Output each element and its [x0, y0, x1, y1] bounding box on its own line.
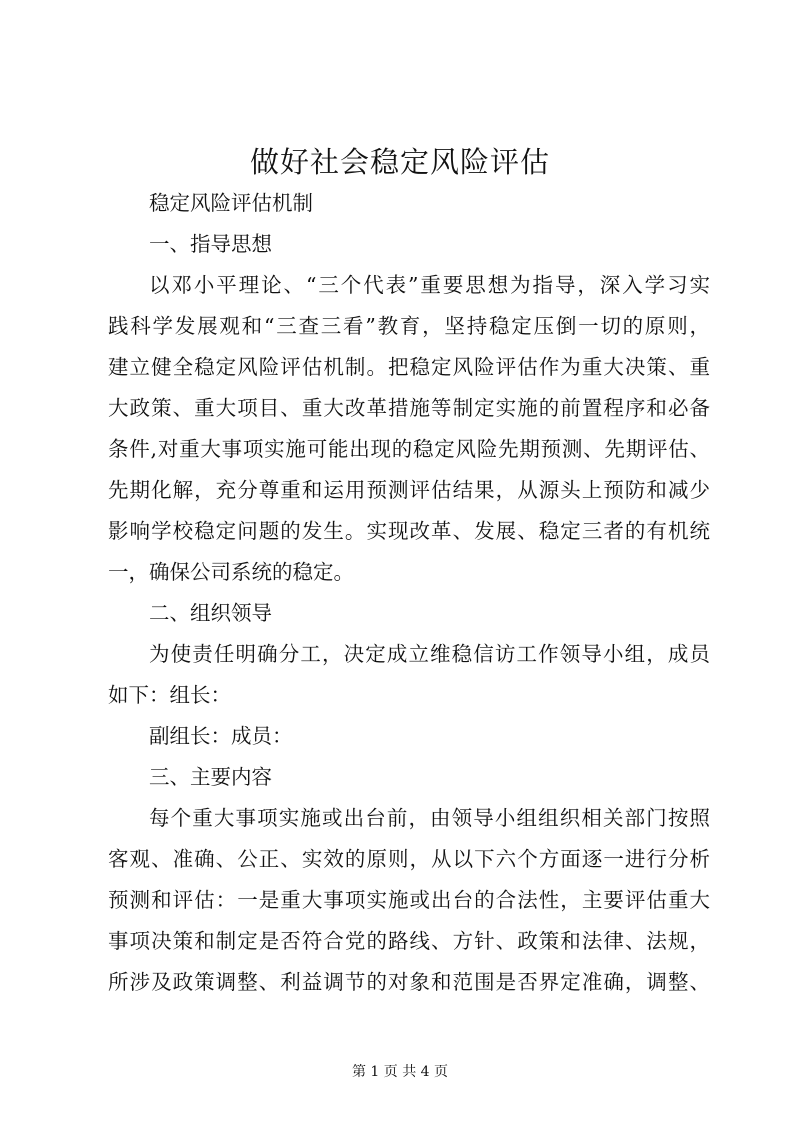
text-line: 所涉及政策调整、利益调节的对象和范围是否界定准确，调整、 — [108, 970, 710, 994]
text-line: 践科学发展观和“三查三看”教育，坚持稳定压倒一切的原则， — [108, 314, 710, 338]
text-line: 影响学校稳定问题的发生。实现改革、发展、稳定三者的有机统 — [108, 519, 710, 543]
text-line: 副组长：成员： — [149, 724, 293, 748]
text-line: 稳定风险评估机制 — [149, 191, 313, 215]
text-line: 条件,对重大事项实施可能出现的稳定风险先期预测、先期评估、 — [108, 437, 710, 461]
text-line: 预测和评估：一是重大事项实施或出台的合法性，主要评估重大 — [108, 888, 710, 912]
text-line: 一、指导思想 — [149, 232, 272, 256]
text-line: 建立健全稳定风险评估机制。把稳定风险评估作为重大决策、重 — [108, 355, 710, 379]
text-line: 一，确保公司系统的稳定。 — [108, 560, 354, 584]
text-line: 以邓小平理论、“三个代表”重要思想为指导，深入学习实 — [149, 273, 710, 297]
text-line: 每个重大事项实施或出台前，由领导小组组织相关部门按照 — [149, 806, 710, 830]
text-line: 事项决策和制定是否符合党的路线、方针、政策和法律、法规， — [108, 929, 710, 953]
document-body — [108, 183, 710, 1003]
text-line: 先期化解，充分尊重和运用预测评估结果，从源头上预防和减少 — [108, 478, 710, 502]
text-line: 为使责任明确分工，决定成立维稳信访工作领导小组，成员 — [149, 642, 710, 666]
text-line: 大政策、重大项目、重大改革措施等制定实施的前置程序和必备 — [108, 396, 710, 420]
page-footer: 第 1 页 共 4 页 — [351, 1064, 449, 1080]
text-line: 如下：组长： — [108, 683, 231, 707]
text-line: 客观、准确、公正、实效的原则，从以下六个方面逐一进行分析 — [108, 847, 710, 871]
text-line: 二、组织领导 — [149, 601, 272, 625]
document-title: 做好社会稳定风险评估 — [249, 145, 550, 179]
text-line: 三、主要内容 — [149, 765, 272, 789]
